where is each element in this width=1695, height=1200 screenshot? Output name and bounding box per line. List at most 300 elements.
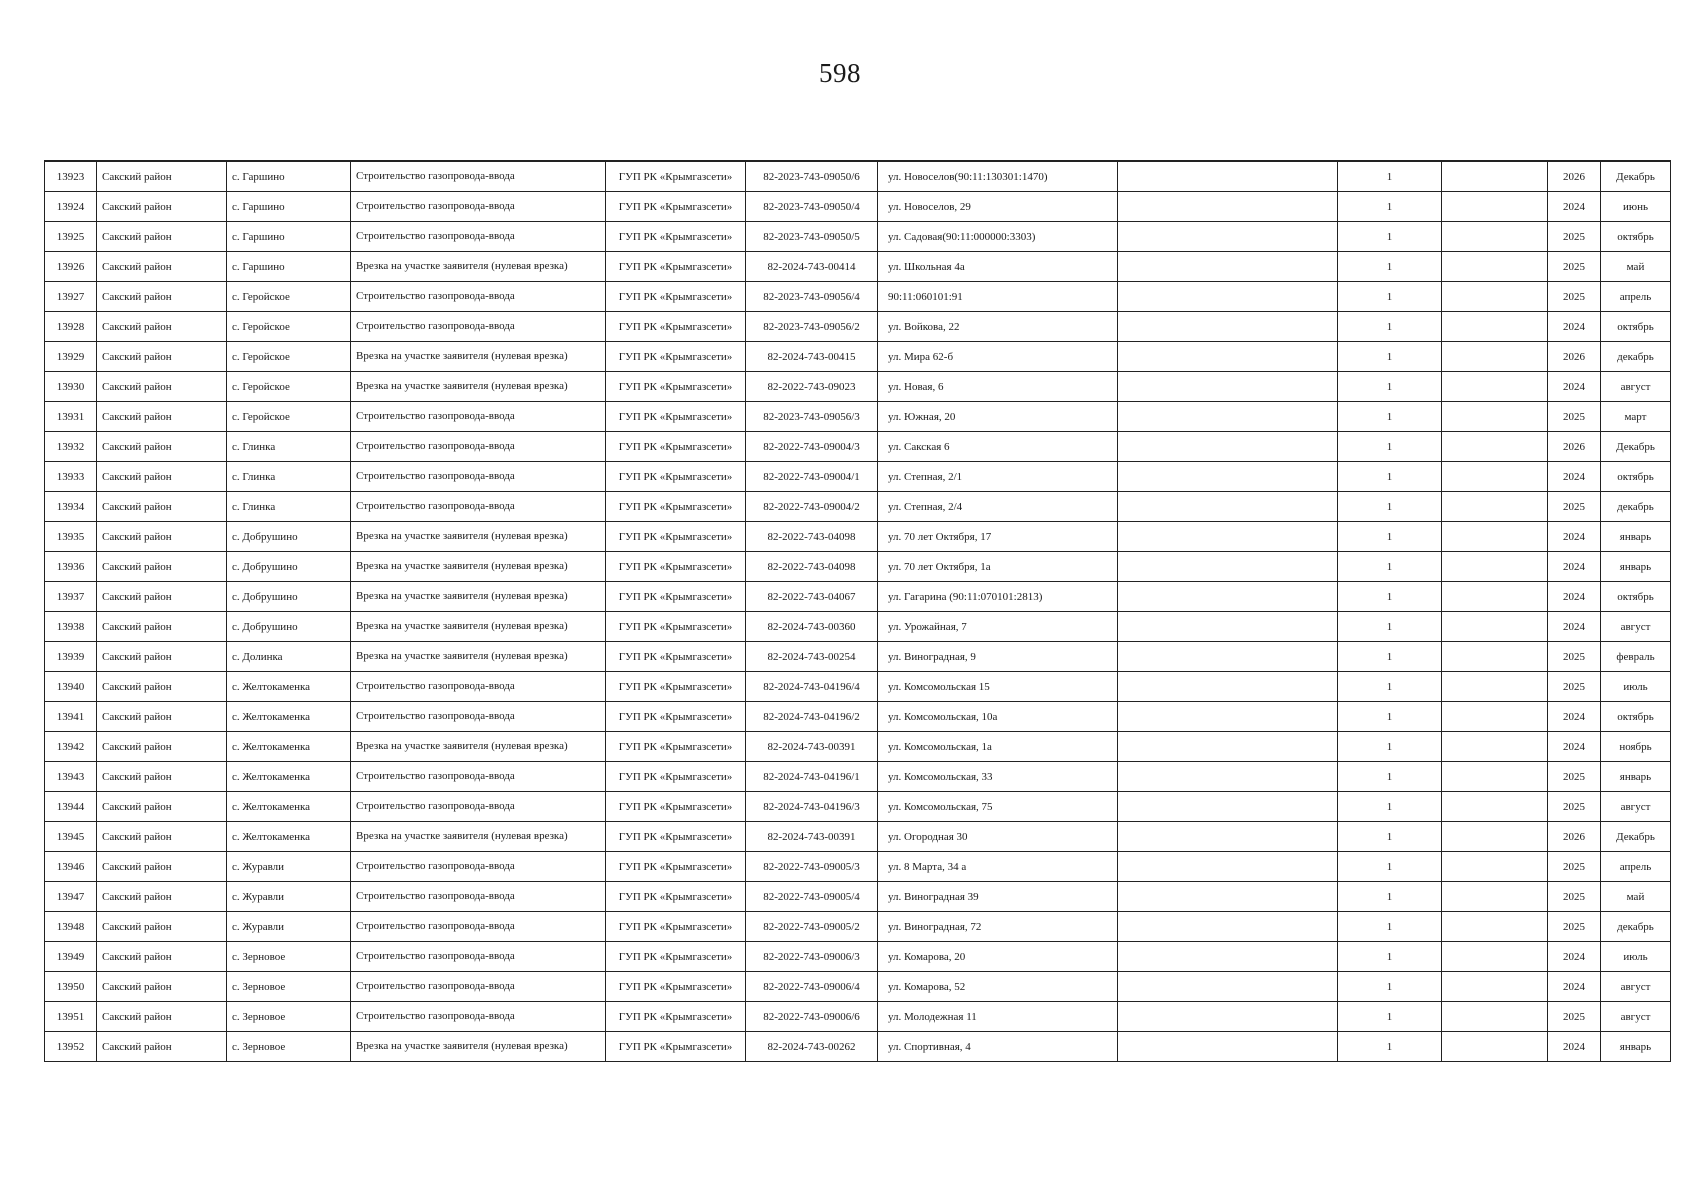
permit-number-cell: 82-2022-743-09005/3 (746, 852, 878, 882)
gas-connection-table (44, 160, 1671, 1062)
year-cell: 2026 (1548, 432, 1601, 462)
work-type-cell: Врезка на участке заявителя (нулевая врезка) (351, 642, 606, 672)
permit-number-cell: 82-2024-743-00391 (746, 732, 878, 762)
month-cell: апрель (1601, 852, 1671, 882)
address-cell: ул. Мира 62-б (878, 342, 1118, 372)
organization-cell: ГУП РК «Крымгазсети» (606, 612, 746, 642)
work-type-cell: Строительство газопровода-ввода (351, 882, 606, 912)
address-cell: ул. Виноградная, 72 (878, 912, 1118, 942)
year-cell: 2025 (1548, 852, 1601, 882)
year-cell: 2024 (1548, 972, 1601, 1002)
work-type-cell: Врезка на участке заявителя (нулевая врезка) (351, 342, 606, 372)
extra-cell (1442, 432, 1548, 462)
organization-cell: ГУП РК «Крымгазсети» (606, 192, 746, 222)
year-cell: 2025 (1548, 762, 1601, 792)
year-cell: 2024 (1548, 942, 1601, 972)
settlement-cell: с. Гаршино (227, 252, 351, 282)
extra-cell (1442, 1032, 1548, 1062)
settlement-cell: с. Гаршино (227, 192, 351, 222)
row-number: 13932 (45, 432, 97, 462)
address-cell: ул. Новоселов(90:11:130301:1470) (878, 161, 1118, 192)
year-cell: 2025 (1548, 222, 1601, 252)
district-cell: Сакский район (97, 192, 227, 222)
work-type-cell: Строительство газопровода-ввода (351, 942, 606, 972)
quantity-cell: 1 (1338, 972, 1442, 1002)
year-cell: 2024 (1548, 552, 1601, 582)
table-row (45, 942, 1671, 972)
district-cell: Сакский район (97, 822, 227, 852)
row-number: 13950 (45, 972, 97, 1002)
address-cell: ул. Школьная 4а (878, 252, 1118, 282)
note-cell (1118, 192, 1338, 222)
organization-cell: ГУП РК «Крымгазсети» (606, 222, 746, 252)
address-cell: ул. Молодежная 11 (878, 1002, 1118, 1032)
organization-cell: ГУП РК «Крымгазсети» (606, 522, 746, 552)
settlement-cell: с. Гаршино (227, 222, 351, 252)
note-cell (1118, 882, 1338, 912)
organization-cell: ГУП РК «Крымгазсети» (606, 252, 746, 282)
work-type-cell: Строительство газопровода-ввода (351, 282, 606, 312)
district-cell: Сакский район (97, 972, 227, 1002)
table-row (45, 912, 1671, 942)
quantity-cell: 1 (1338, 1002, 1442, 1032)
settlement-cell: с. Желтокаменка (227, 822, 351, 852)
table-row (45, 552, 1671, 582)
quantity-cell: 1 (1338, 702, 1442, 732)
row-number: 13936 (45, 552, 97, 582)
year-cell: 2024 (1548, 372, 1601, 402)
extra-cell (1442, 822, 1548, 852)
row-number: 13949 (45, 942, 97, 972)
extra-cell (1442, 762, 1548, 792)
work-type-cell: Врезка на участке заявителя (нулевая врезка) (351, 822, 606, 852)
row-number: 13934 (45, 492, 97, 522)
work-type-cell: Врезка на участке заявителя (нулевая врезка) (351, 582, 606, 612)
organization-cell: ГУП РК «Крымгазсети» (606, 672, 746, 702)
note-cell (1118, 612, 1338, 642)
note-cell (1118, 642, 1338, 672)
note-cell (1118, 312, 1338, 342)
note-cell (1118, 222, 1338, 252)
note-cell (1118, 852, 1338, 882)
settlement-cell: с. Геройское (227, 372, 351, 402)
district-cell: Сакский район (97, 852, 227, 882)
note-cell (1118, 282, 1338, 312)
settlement-cell: с. Желтокаменка (227, 672, 351, 702)
address-cell: ул. Южная, 20 (878, 402, 1118, 432)
year-cell: 2024 (1548, 582, 1601, 612)
row-number: 13931 (45, 402, 97, 432)
month-cell: октябрь (1601, 222, 1671, 252)
quantity-cell: 1 (1338, 252, 1442, 282)
year-cell: 2026 (1548, 161, 1601, 192)
quantity-cell: 1 (1338, 642, 1442, 672)
extra-cell (1442, 402, 1548, 432)
month-cell: январь (1601, 1032, 1671, 1062)
quantity-cell: 1 (1338, 161, 1442, 192)
row-number: 13944 (45, 792, 97, 822)
table-row (45, 1032, 1671, 1062)
address-cell: ул. Комсомольская, 1а (878, 732, 1118, 762)
extra-cell (1442, 552, 1548, 582)
row-number: 13933 (45, 462, 97, 492)
extra-cell (1442, 462, 1548, 492)
address-cell: ул. 70 лет Октября, 1а (878, 552, 1118, 582)
row-number: 13948 (45, 912, 97, 942)
extra-cell (1442, 312, 1548, 342)
permit-number-cell: 82-2023-743-09056/3 (746, 402, 878, 432)
district-cell: Сакский район (97, 252, 227, 282)
district-cell: Сакский район (97, 492, 227, 522)
table-row (45, 342, 1671, 372)
work-type-cell: Строительство газопровода-ввода (351, 161, 606, 192)
extra-cell (1442, 612, 1548, 642)
permit-number-cell: 82-2023-743-09056/4 (746, 282, 878, 312)
district-cell: Сакский район (97, 912, 227, 942)
organization-cell: ГУП РК «Крымгазсети» (606, 642, 746, 672)
organization-cell: ГУП РК «Крымгазсети» (606, 552, 746, 582)
quantity-cell: 1 (1338, 942, 1442, 972)
table-row (45, 1002, 1671, 1032)
district-cell: Сакский район (97, 161, 227, 192)
quantity-cell: 1 (1338, 432, 1442, 462)
year-cell: 2025 (1548, 492, 1601, 522)
settlement-cell: с. Геройское (227, 282, 351, 312)
quantity-cell: 1 (1338, 852, 1442, 882)
permit-number-cell: 82-2023-743-09050/6 (746, 161, 878, 192)
month-cell: май (1601, 252, 1671, 282)
organization-cell: ГУП РК «Крымгазсети» (606, 792, 746, 822)
district-cell: Сакский район (97, 732, 227, 762)
year-cell: 2025 (1548, 882, 1601, 912)
table-row (45, 582, 1671, 612)
address-cell: ул. Урожайная, 7 (878, 612, 1118, 642)
work-type-cell: Строительство газопровода-ввода (351, 192, 606, 222)
district-cell: Сакский район (97, 642, 227, 672)
work-type-cell: Строительство газопровода-ввода (351, 402, 606, 432)
quantity-cell: 1 (1338, 372, 1442, 402)
month-cell: декабрь (1601, 342, 1671, 372)
month-cell: март (1601, 402, 1671, 432)
work-type-cell: Врезка на участке заявителя (нулевая врезка) (351, 612, 606, 642)
organization-cell: ГУП РК «Крымгазсети» (606, 282, 746, 312)
extra-cell (1442, 732, 1548, 762)
address-cell: ул. Войкова, 22 (878, 312, 1118, 342)
year-cell: 2025 (1548, 1002, 1601, 1032)
month-cell: январь (1601, 762, 1671, 792)
quantity-cell: 1 (1338, 882, 1442, 912)
work-type-cell: Врезка на участке заявителя (нулевая врезка) (351, 732, 606, 762)
organization-cell: ГУП РК «Крымгазсети» (606, 1032, 746, 1062)
work-type-cell: Строительство газопровода-ввода (351, 462, 606, 492)
table-row (45, 252, 1671, 282)
row-number: 13927 (45, 282, 97, 312)
address-cell: ул. Сакская 6 (878, 432, 1118, 462)
note-cell (1118, 972, 1338, 1002)
work-type-cell: Строительство газопровода-ввода (351, 1002, 606, 1032)
district-cell: Сакский район (97, 372, 227, 402)
note-cell (1118, 161, 1338, 192)
extra-cell (1442, 522, 1548, 552)
month-cell: август (1601, 792, 1671, 822)
settlement-cell: с. Зерновое (227, 972, 351, 1002)
work-type-cell: Врезка на участке заявителя (нулевая врезка) (351, 522, 606, 552)
extra-cell (1442, 161, 1548, 192)
work-type-cell: Строительство газопровода-ввода (351, 222, 606, 252)
table-row (45, 522, 1671, 552)
note-cell (1118, 372, 1338, 402)
note-cell (1118, 552, 1338, 582)
address-cell: ул. Комарова, 52 (878, 972, 1118, 1002)
year-cell: 2025 (1548, 642, 1601, 672)
note-cell (1118, 912, 1338, 942)
settlement-cell: с. Журавли (227, 882, 351, 912)
row-number: 13924 (45, 192, 97, 222)
organization-cell: ГУП РК «Крымгазсети» (606, 402, 746, 432)
page-number: 598 (819, 58, 861, 88)
settlement-cell: с. Зерновое (227, 1032, 351, 1062)
work-type-cell: Строительство газопровода-ввода (351, 672, 606, 702)
address-cell: ул. Комсомольская, 75 (878, 792, 1118, 822)
permit-number-cell: 82-2022-743-04098 (746, 522, 878, 552)
district-cell: Сакский район (97, 432, 227, 462)
month-cell: октябрь (1601, 312, 1671, 342)
quantity-cell: 1 (1338, 1032, 1442, 1062)
note-cell (1118, 402, 1338, 432)
organization-cell: ГУП РК «Крымгазсети» (606, 882, 746, 912)
table-row (45, 792, 1671, 822)
extra-cell (1442, 192, 1548, 222)
organization-cell: ГУП РК «Крымгазсети» (606, 762, 746, 792)
month-cell: декабрь (1601, 912, 1671, 942)
settlement-cell: с. Зерновое (227, 1002, 351, 1032)
table-row (45, 642, 1671, 672)
row-number: 13941 (45, 702, 97, 732)
organization-cell: ГУП РК «Крымгазсети» (606, 912, 746, 942)
extra-cell (1442, 372, 1548, 402)
work-type-cell: Строительство газопровода-ввода (351, 762, 606, 792)
permit-number-cell: 82-2022-743-09005/2 (746, 912, 878, 942)
district-cell: Сакский район (97, 582, 227, 612)
organization-cell: ГУП РК «Крымгазсети» (606, 582, 746, 612)
note-cell (1118, 432, 1338, 462)
quantity-cell: 1 (1338, 762, 1442, 792)
address-cell: ул. Степная, 2/4 (878, 492, 1118, 522)
year-cell: 2025 (1548, 672, 1601, 702)
year-cell: 2024 (1548, 1032, 1601, 1062)
organization-cell: ГУП РК «Крымгазсети» (606, 972, 746, 1002)
address-cell: ул. Виноградная, 9 (878, 642, 1118, 672)
quantity-cell: 1 (1338, 312, 1442, 342)
district-cell: Сакский район (97, 402, 227, 432)
permit-number-cell: 82-2024-743-00391 (746, 822, 878, 852)
work-type-cell: Строительство газопровода-ввода (351, 312, 606, 342)
month-cell: август (1601, 972, 1671, 1002)
address-cell: ул. Спортивная, 4 (878, 1032, 1118, 1062)
note-cell (1118, 762, 1338, 792)
quantity-cell: 1 (1338, 462, 1442, 492)
permit-number-cell: 82-2022-743-09006/4 (746, 972, 878, 1002)
settlement-cell: с. Геройское (227, 402, 351, 432)
extra-cell (1442, 882, 1548, 912)
work-type-cell: Строительство газопровода-ввода (351, 852, 606, 882)
quantity-cell: 1 (1338, 492, 1442, 522)
district-cell: Сакский район (97, 1032, 227, 1062)
permit-number-cell: 82-2023-743-09056/2 (746, 312, 878, 342)
table-row (45, 312, 1671, 342)
year-cell: 2025 (1548, 282, 1601, 312)
quantity-cell: 1 (1338, 522, 1442, 552)
organization-cell: ГУП РК «Крымгазсети» (606, 1002, 746, 1032)
table-row (45, 852, 1671, 882)
permit-number-cell: 82-2022-743-09004/2 (746, 492, 878, 522)
table-body (45, 161, 1671, 1062)
district-cell: Сакский район (97, 942, 227, 972)
settlement-cell: с. Добрушино (227, 552, 351, 582)
extra-cell (1442, 672, 1548, 702)
extra-cell (1442, 912, 1548, 942)
table-row (45, 672, 1671, 702)
month-cell: октябрь (1601, 582, 1671, 612)
month-cell: ноябрь (1601, 732, 1671, 762)
month-cell: май (1601, 882, 1671, 912)
note-cell (1118, 942, 1338, 972)
settlement-cell: с. Глинка (227, 462, 351, 492)
note-cell (1118, 732, 1338, 762)
table-row (45, 822, 1671, 852)
extra-cell (1442, 702, 1548, 732)
permit-number-cell: 82-2024-743-00262 (746, 1032, 878, 1062)
settlement-cell: с. Геройское (227, 312, 351, 342)
quantity-cell: 1 (1338, 222, 1442, 252)
extra-cell (1442, 342, 1548, 372)
quantity-cell: 1 (1338, 612, 1442, 642)
table-row (45, 462, 1671, 492)
settlement-cell: с. Добрушино (227, 612, 351, 642)
district-cell: Сакский район (97, 1002, 227, 1032)
year-cell: 2024 (1548, 612, 1601, 642)
address-cell: ул. 70 лет Октября, 17 (878, 522, 1118, 552)
extra-cell (1442, 492, 1548, 522)
extra-cell (1442, 852, 1548, 882)
address-cell: ул. Степная, 2/1 (878, 462, 1118, 492)
district-cell: Сакский район (97, 792, 227, 822)
row-number: 13925 (45, 222, 97, 252)
address-cell: ул. Садовая(90:11:000000:3303) (878, 222, 1118, 252)
row-number: 13929 (45, 342, 97, 372)
table-row (45, 161, 1671, 192)
note-cell (1118, 702, 1338, 732)
permit-number-cell: 82-2022-743-09005/4 (746, 882, 878, 912)
table-row (45, 402, 1671, 432)
month-cell: Декабрь (1601, 161, 1671, 192)
permit-number-cell: 82-2024-743-00414 (746, 252, 878, 282)
table-row (45, 492, 1671, 522)
address-cell: ул. Комарова, 20 (878, 942, 1118, 972)
district-cell: Сакский район (97, 882, 227, 912)
organization-cell: ГУП РК «Крымгазсети» (606, 822, 746, 852)
address-cell: ул. Комсомольская, 10а (878, 702, 1118, 732)
permit-number-cell: 82-2024-743-00415 (746, 342, 878, 372)
note-cell (1118, 1002, 1338, 1032)
row-number: 13943 (45, 762, 97, 792)
permit-number-cell: 82-2023-743-09050/4 (746, 192, 878, 222)
year-cell: 2024 (1548, 702, 1601, 732)
row-number: 13940 (45, 672, 97, 702)
district-cell: Сакский район (97, 762, 227, 792)
table-row (45, 222, 1671, 252)
table-row (45, 702, 1671, 732)
permit-number-cell: 82-2022-743-09004/3 (746, 432, 878, 462)
extra-cell (1442, 282, 1548, 312)
row-number: 13939 (45, 642, 97, 672)
row-number: 13945 (45, 822, 97, 852)
extra-cell (1442, 582, 1548, 612)
note-cell (1118, 582, 1338, 612)
permit-number-cell: 82-2024-743-00360 (746, 612, 878, 642)
table-row (45, 762, 1671, 792)
row-number: 13930 (45, 372, 97, 402)
district-cell: Сакский район (97, 462, 227, 492)
settlement-cell: с. Желтокаменка (227, 792, 351, 822)
work-type-cell: Врезка на участке заявителя (нулевая врезка) (351, 552, 606, 582)
extra-cell (1442, 942, 1548, 972)
row-number: 13926 (45, 252, 97, 282)
note-cell (1118, 672, 1338, 702)
note-cell (1118, 492, 1338, 522)
organization-cell: ГУП РК «Крымгазсети» (606, 432, 746, 462)
note-cell (1118, 462, 1338, 492)
quantity-cell: 1 (1338, 342, 1442, 372)
year-cell: 2024 (1548, 522, 1601, 552)
table-row (45, 612, 1671, 642)
settlement-cell: с. Геройское (227, 342, 351, 372)
work-type-cell: Строительство газопровода-ввода (351, 912, 606, 942)
district-cell: Сакский район (97, 222, 227, 252)
quantity-cell: 1 (1338, 402, 1442, 432)
permit-number-cell: 82-2022-743-04098 (746, 552, 878, 582)
organization-cell: ГУП РК «Крымгазсети» (606, 312, 746, 342)
year-cell: 2024 (1548, 312, 1601, 342)
table-row (45, 732, 1671, 762)
work-type-cell: Врезка на участке заявителя (нулевая врезка) (351, 1032, 606, 1062)
quantity-cell: 1 (1338, 732, 1442, 762)
address-cell: ул. Гагарина (90:11:070101:2813) (878, 582, 1118, 612)
note-cell (1118, 522, 1338, 552)
year-cell: 2024 (1548, 192, 1601, 222)
month-cell: Декабрь (1601, 822, 1671, 852)
year-cell: 2025 (1548, 402, 1601, 432)
organization-cell: ГУП РК «Крымгазсети» (606, 942, 746, 972)
organization-cell: ГУП РК «Крымгазсети» (606, 492, 746, 522)
address-cell: 90:11:060101:91 (878, 282, 1118, 312)
district-cell: Сакский район (97, 312, 227, 342)
table-row (45, 432, 1671, 462)
address-cell: ул. Новая, 6 (878, 372, 1118, 402)
work-type-cell: Строительство газопровода-ввода (351, 702, 606, 732)
district-cell: Сакский район (97, 552, 227, 582)
row-number: 13937 (45, 582, 97, 612)
row-number: 13938 (45, 612, 97, 642)
quantity-cell: 1 (1338, 282, 1442, 312)
month-cell: январь (1601, 522, 1671, 552)
settlement-cell: с. Желтокаменка (227, 762, 351, 792)
district-cell: Сакский район (97, 702, 227, 732)
table-row (45, 372, 1671, 402)
month-cell: октябрь (1601, 702, 1671, 732)
settlement-cell: с. Добрушино (227, 582, 351, 612)
district-cell: Сакский район (97, 672, 227, 702)
